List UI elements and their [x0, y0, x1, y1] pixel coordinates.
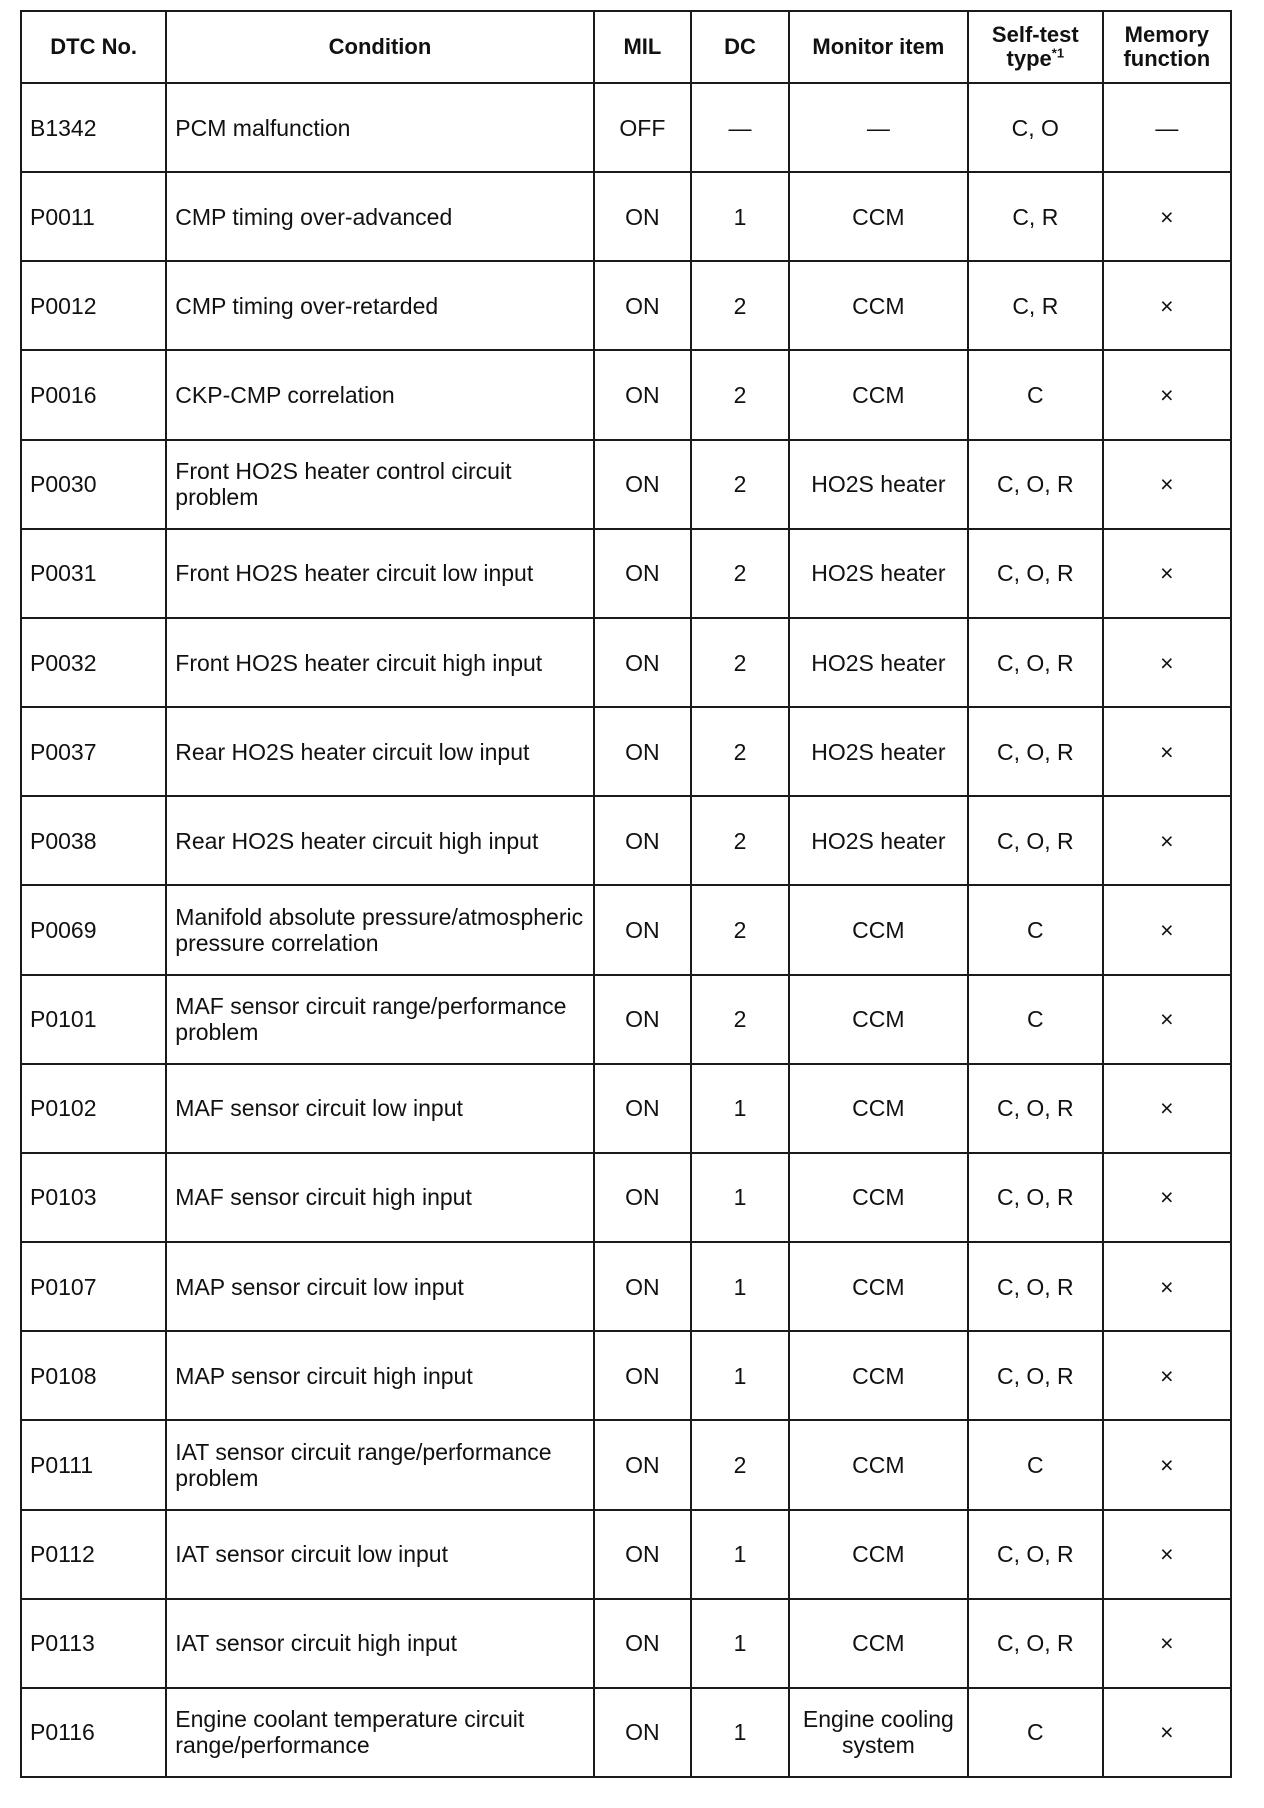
cell-memory-function: ×: [1103, 529, 1231, 618]
cell-dtc-no: P0108: [21, 1331, 166, 1420]
cell-dc: 1: [691, 1331, 789, 1420]
cell-monitor-item: CCM: [789, 1420, 968, 1509]
cell-mil: ON: [594, 261, 692, 350]
header-memory-line2: function: [1123, 46, 1211, 71]
cell-monitor-item: CCM: [789, 172, 968, 261]
cell-monitor-item: —: [789, 83, 968, 172]
cell-memory-function: ×: [1103, 350, 1231, 439]
table-row: [21, 1242, 1231, 1331]
cell-self-test-type: C, O, R: [968, 440, 1103, 529]
cell-dtc-no: P0038: [21, 796, 166, 885]
cell-self-test-type: C, O, R: [968, 1331, 1103, 1420]
cell-memory-function: ×: [1103, 1420, 1231, 1509]
cell-memory-function: ×: [1103, 1599, 1231, 1688]
cell-condition: MAF sensor circuit high input: [166, 1153, 593, 1242]
cell-self-test-type: C, O, R: [968, 529, 1103, 618]
cell-dc: 1: [691, 1242, 789, 1331]
cell-self-test-type: C: [968, 1688, 1103, 1777]
cell-monitor-item: CCM: [789, 1510, 968, 1599]
cell-self-test-type: C, O, R: [968, 1242, 1103, 1331]
header-row: [21, 11, 1231, 83]
cell-dc: 2: [691, 261, 789, 350]
cell-mil: ON: [594, 172, 692, 261]
cell-dtc-no: P0031: [21, 529, 166, 618]
cell-mil: ON: [594, 618, 692, 707]
cell-monitor-item: HO2S heater: [789, 618, 968, 707]
cell-dc: 1: [691, 1153, 789, 1242]
cell-condition: CKP-CMP correlation: [166, 350, 593, 439]
cell-mil: OFF: [594, 83, 692, 172]
cell-dtc-no: P0016: [21, 350, 166, 439]
cell-condition: IAT sensor circuit range/performance problem: [166, 1420, 593, 1509]
cell-self-test-type: C: [968, 350, 1103, 439]
cell-self-test-type: C, O, R: [968, 1153, 1103, 1242]
cell-mil: ON: [594, 1599, 692, 1688]
cell-dc: 2: [691, 975, 789, 1064]
cell-condition: Rear HO2S heater circuit high input: [166, 796, 593, 885]
table-row: [21, 529, 1231, 618]
cell-memory-function: ×: [1103, 261, 1231, 350]
cell-self-test-type: C, O: [968, 83, 1103, 172]
cell-mil: ON: [594, 1510, 692, 1599]
cell-dc: 2: [691, 796, 789, 885]
cell-dtc-no: P0037: [21, 707, 166, 796]
cell-memory-function: ×: [1103, 1688, 1231, 1777]
cell-memory-function: ×: [1103, 796, 1231, 885]
cell-memory-function: ×: [1103, 1064, 1231, 1153]
cell-self-test-type: C, O, R: [968, 1510, 1103, 1599]
cell-mil: ON: [594, 707, 692, 796]
table-row: [21, 83, 1231, 172]
table-row: [21, 885, 1231, 974]
cell-monitor-item: HO2S heater: [789, 707, 968, 796]
cell-memory-function: ×: [1103, 618, 1231, 707]
cell-dc: 2: [691, 618, 789, 707]
cell-dc: 1: [691, 1064, 789, 1153]
cell-memory-function: —: [1103, 83, 1231, 172]
cell-condition: MAF sensor circuit range/performance problem: [166, 975, 593, 1064]
cell-memory-function: ×: [1103, 1153, 1231, 1242]
header-mil: MIL: [594, 11, 692, 83]
cell-condition: CMP timing over-retarded: [166, 261, 593, 350]
cell-dtc-no: P0069: [21, 885, 166, 974]
cell-dc: 2: [691, 885, 789, 974]
cell-dc: 1: [691, 1688, 789, 1777]
cell-self-test-type: C, O, R: [968, 707, 1103, 796]
cell-self-test-type: C: [968, 1420, 1103, 1509]
cell-condition: MAP sensor circuit low input: [166, 1242, 593, 1331]
cell-dc: 2: [691, 440, 789, 529]
cell-self-test-type: C, R: [968, 261, 1103, 350]
table-row: [21, 172, 1231, 261]
cell-mil: ON: [594, 1420, 692, 1509]
cell-memory-function: ×: [1103, 172, 1231, 261]
cell-condition: IAT sensor circuit high input: [166, 1599, 593, 1688]
cell-dc: 2: [691, 1420, 789, 1509]
cell-dc: 2: [691, 707, 789, 796]
cell-mil: ON: [594, 1688, 692, 1777]
cell-memory-function: ×: [1103, 1510, 1231, 1599]
cell-self-test-type: C, O, R: [968, 1599, 1103, 1688]
cell-monitor-item: CCM: [789, 1331, 968, 1420]
cell-monitor-item: HO2S heater: [789, 529, 968, 618]
cell-self-test-type: C, O, R: [968, 1064, 1103, 1153]
header-self-test-line2-wrap: [977, 47, 1094, 71]
cell-condition: Manifold absolute pressure/atmospheric pressure correlation: [166, 885, 593, 974]
cell-condition: Front HO2S heater control circuit problem: [166, 440, 593, 529]
table-row: [21, 1599, 1231, 1688]
header-self-test-footnote: *1: [1051, 45, 1065, 61]
cell-dtc-no: P0102: [21, 1064, 166, 1153]
cell-dtc-no: P0111: [21, 1420, 166, 1509]
cell-condition: PCM malfunction: [166, 83, 593, 172]
header-dc: DC: [691, 11, 789, 83]
table-row: [21, 796, 1231, 885]
cell-monitor-item: CCM: [789, 350, 968, 439]
cell-dtc-no: P0103: [21, 1153, 166, 1242]
cell-memory-function: ×: [1103, 707, 1231, 796]
cell-dc: 1: [691, 1510, 789, 1599]
cell-dtc-no: P0012: [21, 261, 166, 350]
header-self-test-type: [968, 11, 1103, 83]
cell-monitor-item: CCM: [789, 261, 968, 350]
header-condition: Condition: [166, 11, 593, 83]
cell-monitor-item: CCM: [789, 885, 968, 974]
cell-dtc-no: P0011: [21, 172, 166, 261]
cell-mil: ON: [594, 796, 692, 885]
cell-monitor-item: HO2S heater: [789, 440, 968, 529]
cell-dtc-no: P0030: [21, 440, 166, 529]
cell-self-test-type: C, O, R: [968, 618, 1103, 707]
cell-mil: ON: [594, 1242, 692, 1331]
header-monitor-item: Monitor item: [789, 11, 968, 83]
cell-dc: 1: [691, 172, 789, 261]
cell-dtc-no: P0032: [21, 618, 166, 707]
cell-mil: ON: [594, 1064, 692, 1153]
header-memory-line1: Memory: [1124, 22, 1209, 47]
cell-condition: MAF sensor circuit low input: [166, 1064, 593, 1153]
cell-self-test-type: C, O, R: [968, 796, 1103, 885]
cell-dtc-no: B1342: [21, 83, 166, 172]
cell-dc: 2: [691, 350, 789, 439]
cell-condition: IAT sensor circuit low input: [166, 1510, 593, 1599]
table-row: [21, 350, 1231, 439]
cell-dc: 2: [691, 529, 789, 618]
header-memory-function: [1103, 11, 1231, 83]
cell-mil: ON: [594, 529, 692, 618]
dtc-table-body: [21, 83, 1231, 1777]
cell-condition: Front HO2S heater circuit high input: [166, 618, 593, 707]
table-row: [21, 440, 1231, 529]
cell-self-test-type: C: [968, 885, 1103, 974]
cell-dtc-no: P0113: [21, 1599, 166, 1688]
table-row: [21, 1153, 1231, 1242]
cell-dtc-no: P0101: [21, 975, 166, 1064]
cell-dtc-no: P0112: [21, 1510, 166, 1599]
cell-dc: —: [691, 83, 789, 172]
cell-dtc-no: P0116: [21, 1688, 166, 1777]
table-row: [21, 707, 1231, 796]
table-row: [21, 261, 1231, 350]
cell-memory-function: ×: [1103, 1331, 1231, 1420]
cell-memory-function: ×: [1103, 975, 1231, 1064]
cell-monitor-item: CCM: [789, 975, 968, 1064]
table-row: [21, 1420, 1231, 1509]
dtc-table: [20, 10, 1232, 1778]
cell-memory-function: ×: [1103, 1242, 1231, 1331]
cell-condition: Front HO2S heater circuit low input: [166, 529, 593, 618]
cell-memory-function: ×: [1103, 885, 1231, 974]
header-self-test-line1: Self-test: [991, 22, 1079, 47]
cell-mil: ON: [594, 350, 692, 439]
cell-self-test-type: C, R: [968, 172, 1103, 261]
cell-condition: Engine coolant temperature circuit range/performance: [166, 1688, 593, 1777]
cell-monitor-item: CCM: [789, 1153, 968, 1242]
table-row: [21, 975, 1231, 1064]
cell-mil: ON: [594, 885, 692, 974]
cell-monitor-item: HO2S heater: [789, 796, 968, 885]
cell-dtc-no: P0107: [21, 1242, 166, 1331]
cell-monitor-item: CCM: [789, 1064, 968, 1153]
table-row: [21, 1510, 1231, 1599]
table-row: [21, 1331, 1231, 1420]
cell-monitor-item: CCM: [789, 1599, 968, 1688]
cell-condition: Rear HO2S heater circuit low input: [166, 707, 593, 796]
header-self-test-line2: type: [1006, 46, 1052, 71]
cell-mil: ON: [594, 440, 692, 529]
cell-dc: 1: [691, 1599, 789, 1688]
cell-self-test-type: C: [968, 975, 1103, 1064]
cell-memory-function: ×: [1103, 440, 1231, 529]
cell-condition: CMP timing over-advanced: [166, 172, 593, 261]
cell-mil: ON: [594, 1153, 692, 1242]
cell-monitor-item: CCM: [789, 1242, 968, 1331]
header-dtc-no: DTC No.: [21, 11, 166, 83]
table-row: [21, 1064, 1231, 1153]
table-row: [21, 618, 1231, 707]
cell-mil: ON: [594, 975, 692, 1064]
cell-mil: ON: [594, 1331, 692, 1420]
cell-monitor-item: Engine cooling system: [789, 1688, 968, 1777]
table-row: [21, 1688, 1231, 1777]
cell-condition: MAP sensor circuit high input: [166, 1331, 593, 1420]
